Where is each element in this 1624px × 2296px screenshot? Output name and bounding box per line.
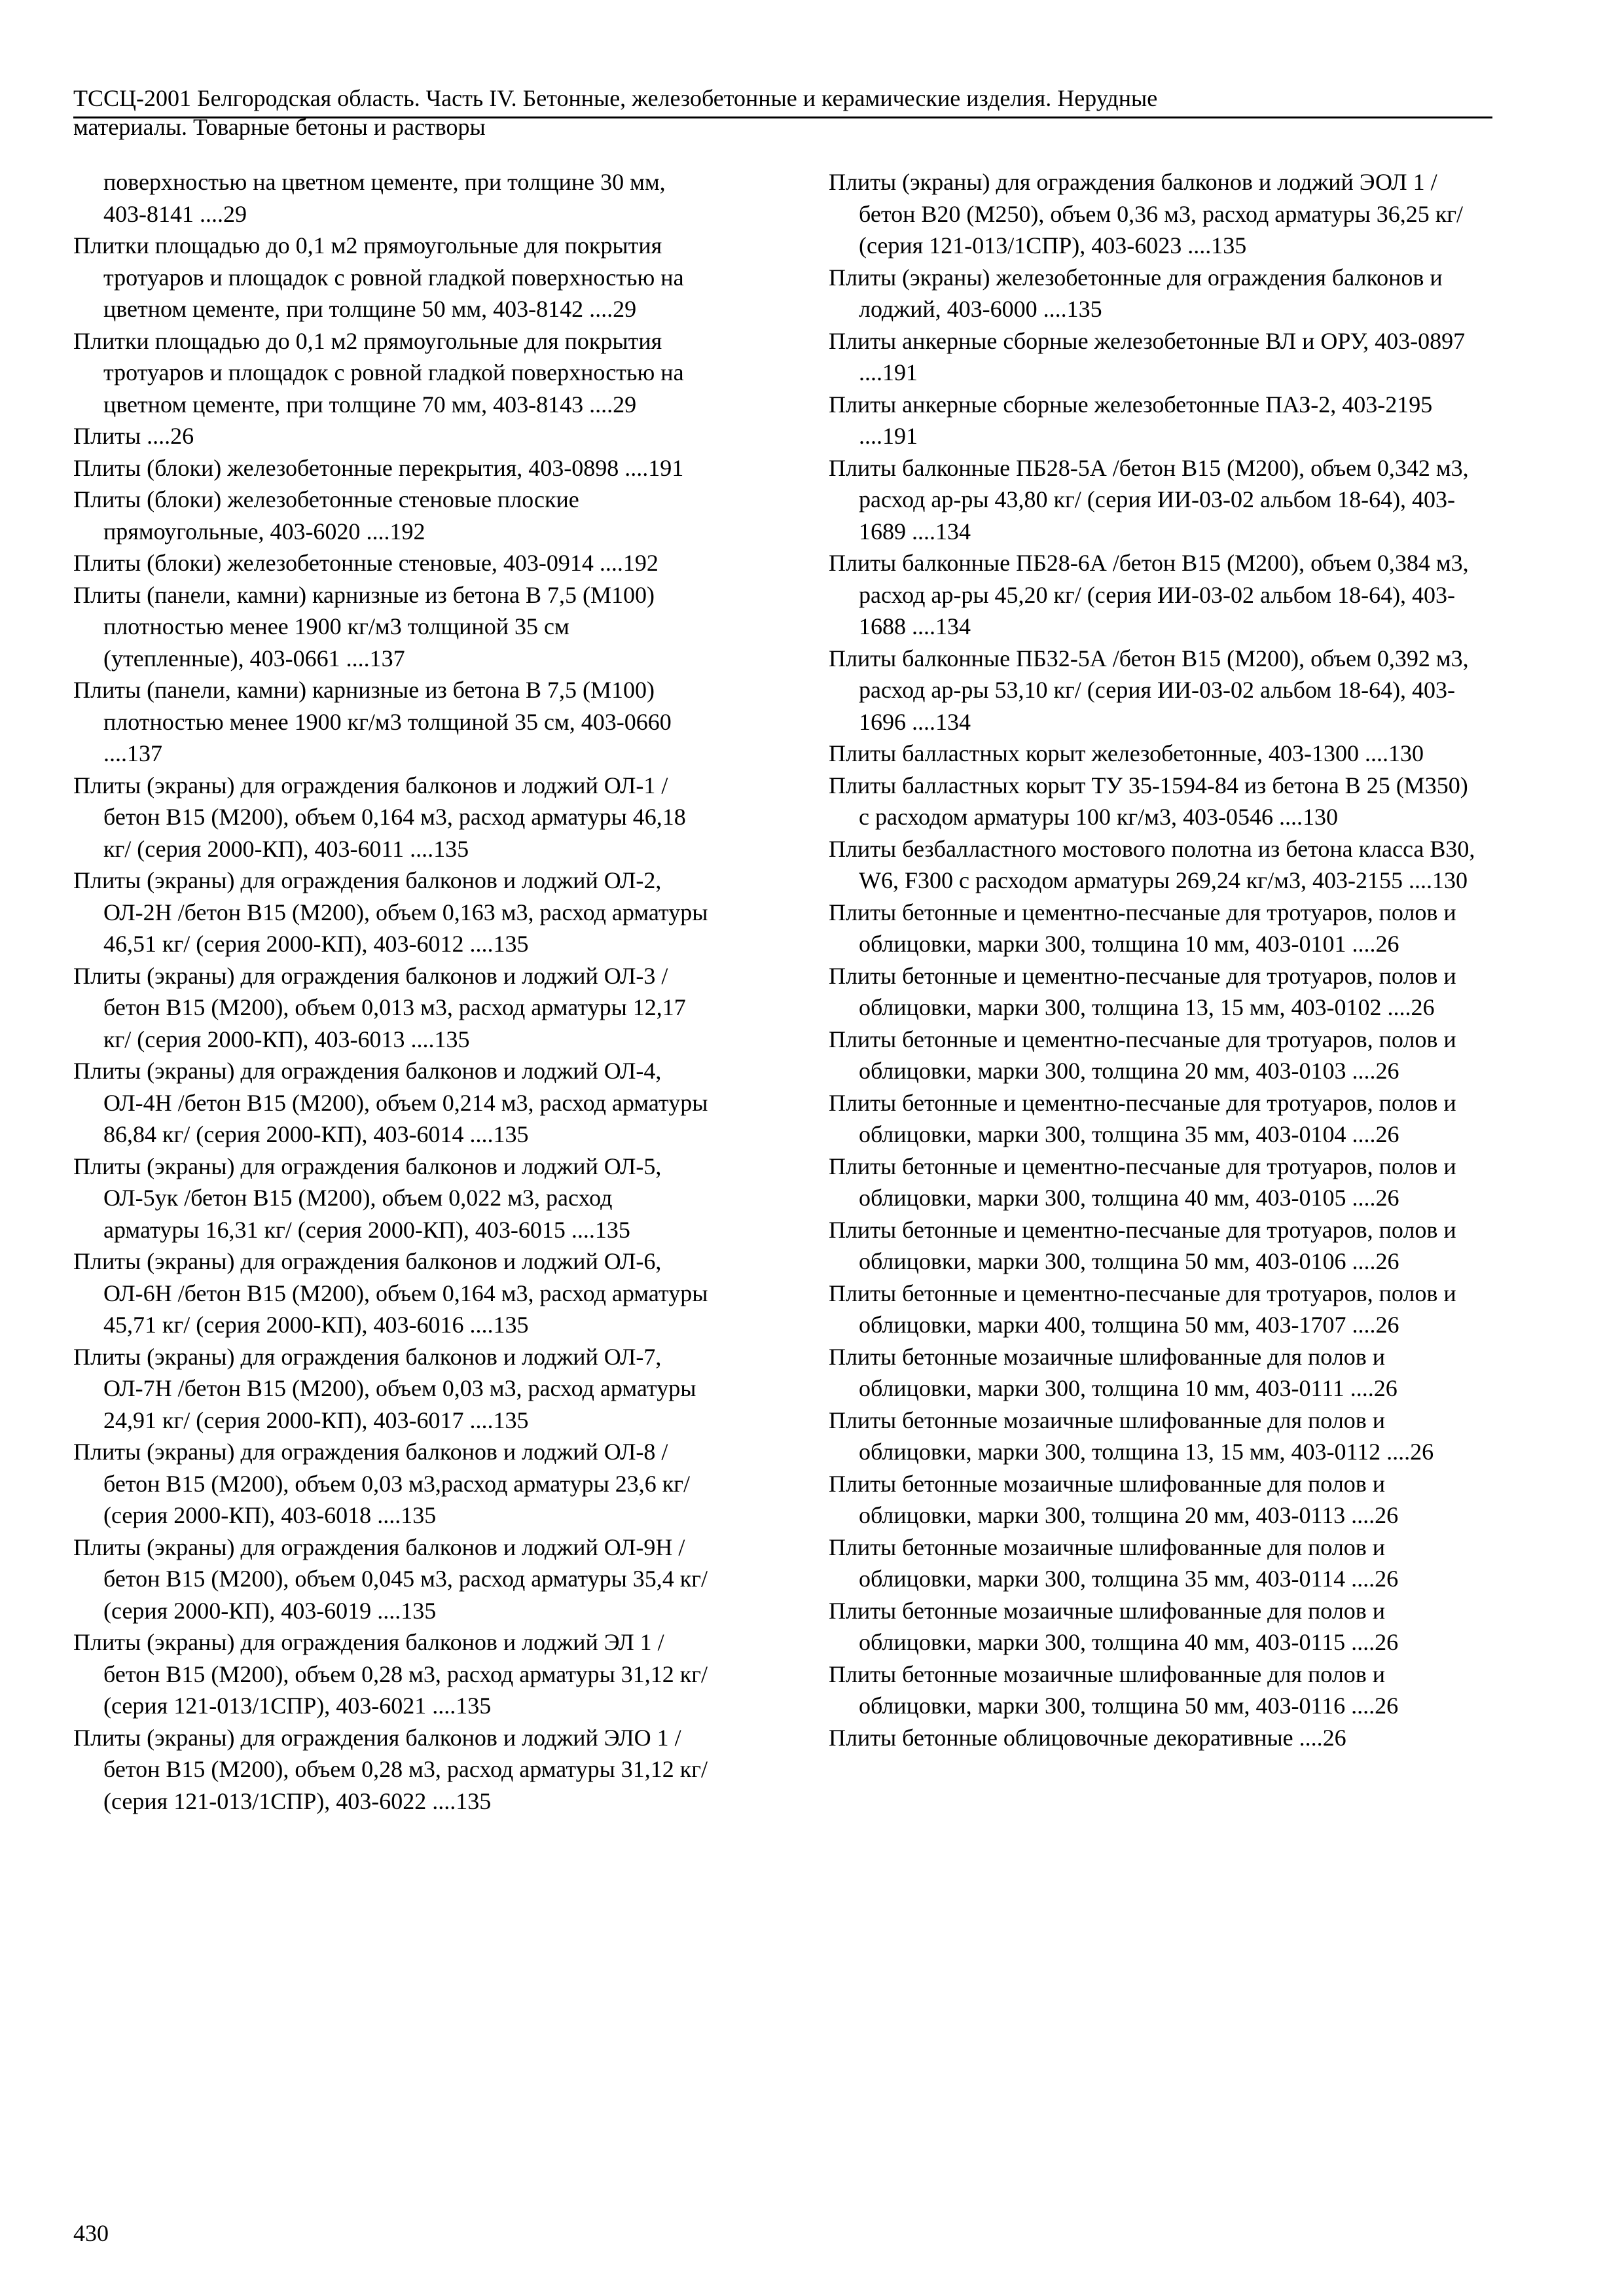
index-entry-page: 135 xyxy=(594,1216,630,1243)
index-entry-page: 191 xyxy=(882,423,918,449)
index-entry xyxy=(73,1722,708,1818)
index-entry-text: Плитки площадью до 0,1 м2 прямоугольные для покрытия тротуаров и площадок с ровной гладкой поверхностью на цветном цементе, при толщине 70 мм, 403-8143 xyxy=(73,327,684,418)
index-entry-text: Плиты бетонные и цементно-песчаные для тротуаров, полов и облицовки, марки 300, толщина 20 мм, 403-0103 xyxy=(829,1026,1456,1084)
index-entry-text: Плиты (экраны) для ограждения балконов и лоджий ОЛ-1 /бетон В15 (М200), объем 0,164 м3, расход арматуры 46,18 кг/ (серия 2000-КП), 403-6011 xyxy=(73,772,686,862)
index-entry-page: 26 xyxy=(1375,1312,1399,1338)
index-entry-text: Плиты балконные ПБ32-5А /бетон В15 (М200), объем 0,392 м3, расход ар-ры 53,10 кг/ (серия ИИ-03-02 альбом 18-64), 403-1696 xyxy=(829,645,1469,735)
index-entry xyxy=(829,452,1483,548)
index-entry xyxy=(829,770,1483,833)
index-entry-page: 130 xyxy=(1388,740,1424,766)
index-entry-page: 135 xyxy=(433,835,469,862)
index-entry-text: Плиты бетонные мозаичные шлифованные для полов и облицовки, марки 300, толщина 20 мм, 403-0113 xyxy=(829,1470,1386,1528)
index-entry-text: Плиты (экраны) для ограждения балконов и лоджий ОЛ-5, ОЛ-5ук /бетон В15 (М200), объем 0,022 м3, расход арматуры 16,31 кг/ (серия 2000-КП), 403-6015 xyxy=(73,1153,662,1243)
dot-leader: .... xyxy=(426,1787,456,1814)
index-entry-text: Плиты бетонные мозаичные шлифованные для полов и облицовки, марки 300, толщина 13, 15 мм, 403-0112 xyxy=(829,1407,1386,1465)
dot-leader: .... xyxy=(1182,232,1212,259)
index-entry-text: Плиты (блоки) железобетонные стеновые плоские прямоугольные, 403-6020 xyxy=(73,486,579,545)
index-entry xyxy=(73,1246,708,1341)
index-entry-page: 192 xyxy=(389,518,425,545)
index-entry-page: 26 xyxy=(1375,1185,1399,1211)
dot-leader: .... xyxy=(1345,1566,1375,1592)
index-entry-page: 26 xyxy=(1375,1058,1399,1084)
index-entry-text: Плиты (экраны) железобетонные для ограждения балконов и лоджий, 403-6000 xyxy=(829,264,1443,322)
index-entry-page: 134 xyxy=(935,518,971,545)
index-entry-page: 29 xyxy=(613,391,637,418)
dot-leader: .... xyxy=(565,1216,595,1243)
dot-leader: .... xyxy=(103,740,127,766)
index-column-left xyxy=(73,166,708,1817)
dot-leader: .... xyxy=(1037,296,1067,322)
index-column-right xyxy=(829,166,1483,1753)
index-entry xyxy=(829,1278,1483,1341)
dot-leader: .... xyxy=(371,1502,401,1528)
index-entry-text: Плитки площадью до 0,1 м2 прямоугольные для покрытия тротуаров и площадок с ровной гладкой поверхностью на цветном цементе, при толщине 50 мм, 403-8142 xyxy=(73,232,684,322)
index-entry-page: 135 xyxy=(493,1121,529,1147)
index-entry-page: 130 xyxy=(1432,867,1468,893)
dot-leader: .... xyxy=(906,518,935,545)
index-entry xyxy=(829,166,1483,262)
index-entry-page: 191 xyxy=(648,454,684,481)
index-entry-text: Плиты бетонные и цементно-песчаные для тротуаров, полов и облицовки, марки 300, толщина 13, 15 мм, 403-0102 xyxy=(829,962,1456,1020)
dot-leader: .... xyxy=(463,1121,494,1147)
index-entry-page: 26 xyxy=(170,423,194,449)
index-entry-page: 26 xyxy=(1410,1439,1434,1465)
index-entry-page: 135 xyxy=(1211,232,1247,259)
index-entry xyxy=(829,1405,1483,1468)
index-entry xyxy=(73,960,708,1056)
dot-leader: .... xyxy=(1272,804,1303,830)
index-entry-text: Плиты (экраны) для ограждения балконов и лоджий ЭОЛ 1 /бетон В20 (М250), объем 0,36 м3, расход арматуры 36,25 кг/ (серия 121-013/1СПР), 403-6023 xyxy=(829,169,1464,259)
index-entry xyxy=(73,420,708,452)
dot-leader: .... xyxy=(1381,994,1411,1020)
dot-leader: .... xyxy=(1344,1375,1374,1401)
index-entry-page: 130 xyxy=(1302,804,1338,830)
index-entry-page: 135 xyxy=(493,931,529,957)
index-entry-text: Плиты анкерные сборные железобетонные ПАЗ-2, 403-2195 xyxy=(829,391,1433,418)
header-line-2: материалы. Товарные бетоны и растворы xyxy=(73,114,486,140)
dot-leader: .... xyxy=(404,835,434,862)
index-entry-text: Плиты бетонные и цементно-песчаные для тротуаров, полов и облицовки, марки 300, толщина 40 мм, 403-0105 xyxy=(829,1153,1456,1211)
index-entry-text: Плиты (экраны) для ограждения балконов и лоджий ОЛ-4, ОЛ-4Н /бетон В15 (М200), объем 0,214 м3, расход арматуры 86,84 кг/ (серия 2000-КП), 403-6014 xyxy=(73,1058,708,1147)
dot-leader: .... xyxy=(1346,1058,1376,1084)
index-entry-page: 135 xyxy=(434,1026,470,1052)
index-entry xyxy=(829,1214,1483,1278)
index-entry xyxy=(73,452,708,484)
dot-leader: .... xyxy=(371,1597,401,1624)
index-entry xyxy=(829,1468,1483,1532)
index-entry xyxy=(829,833,1483,897)
index-entry-text: Плиты (экраны) для ограждения балконов и лоджий ОЛ-6, ОЛ-6Н /бетон В15 (М200), объем 0,164 м3, расход арматуры 45,71 кг/ (серия 2000-КП), 403-6016 xyxy=(73,1248,708,1338)
index-entry xyxy=(73,579,708,675)
index-entry-text: Плиты (блоки) железобетонные перекрытия, 403-0898 xyxy=(73,454,619,481)
index-entry-page: 26 xyxy=(1373,1375,1398,1401)
index-entry xyxy=(829,1341,1483,1405)
index-entry-text: Плиты балластных корыт железобетонные, 403-1300 xyxy=(829,740,1359,766)
index-entry-page: 134 xyxy=(935,708,971,735)
dot-leader: .... xyxy=(340,645,370,672)
index-entry-page: 192 xyxy=(623,550,659,576)
index-entry xyxy=(829,389,1483,452)
index-entry xyxy=(73,1626,708,1722)
index-entry-text: Плиты (панели, камни) карнизные из бетона В 7,5 (М100) плотностью менее 1900 кг/м3 толщиной 35 см (утепленные), 403-0661 xyxy=(73,581,655,672)
index-entry-page: 26 xyxy=(1375,1248,1399,1274)
index-entry-text: Плиты (блоки) железобетонные стеновые, 403-0914 xyxy=(73,550,594,576)
index-entry-text: Плиты бетонные и цементно-песчаные для тротуаров, полов и облицовки, марки 300, толщина 50 мм, 403-0106 xyxy=(829,1216,1456,1274)
dot-leader: .... xyxy=(1346,1185,1376,1211)
dot-leader: .... xyxy=(1346,1248,1376,1274)
header-rule xyxy=(73,117,1492,118)
index-entry xyxy=(73,1151,708,1246)
index-entry-page: 29 xyxy=(223,200,247,227)
dot-leader: .... xyxy=(906,613,935,639)
index-entry xyxy=(829,960,1483,1024)
index-entry-page: 191 xyxy=(882,359,918,386)
dot-leader: .... xyxy=(194,200,223,227)
index-entry-page: 26 xyxy=(1375,1629,1399,1655)
dot-leader: .... xyxy=(463,931,494,957)
index-entry xyxy=(73,325,708,421)
index-entry-text: Плиты xyxy=(73,423,141,449)
dot-leader: .... xyxy=(141,423,171,449)
index-entry-text: поверхностью на цветном цементе, при толщине 30 мм, 403-8141 xyxy=(103,169,666,227)
index-entry-page: 26 xyxy=(1375,931,1399,957)
dot-leader: .... xyxy=(1380,1439,1411,1465)
dot-leader: .... xyxy=(619,454,649,481)
index-entry-page: 135 xyxy=(401,1597,437,1624)
index-entry-text: Плиты бетонные мозаичные шлифованные для полов и облицовки, марки 300, толщина 40 мм, 403-0115 xyxy=(829,1597,1386,1655)
index-entry xyxy=(73,770,708,865)
index-entry-page: 135 xyxy=(493,1407,529,1433)
index-entry-page: 137 xyxy=(127,740,162,766)
index-entry xyxy=(73,674,708,770)
dot-leader: .... xyxy=(1358,740,1388,766)
index-entry xyxy=(73,166,708,230)
index-entry-page: 135 xyxy=(493,1312,529,1338)
dot-leader: .... xyxy=(583,296,613,322)
index-entry-page: 137 xyxy=(369,645,405,672)
index-entry-text: Плиты анкерные сборные железобетонные ВЛ и ОРУ, 403-0897 xyxy=(829,327,1466,354)
index-entry xyxy=(73,547,708,579)
header-line-1: ТССЦ-2001 Белгородская область. Часть IV. Бетонные, железобетонные и керамические изделия. Нерудные xyxy=(73,85,1158,111)
index-entry-page: 135 xyxy=(456,1693,492,1719)
index-entry xyxy=(829,325,1483,389)
dot-leader: .... xyxy=(463,1312,494,1338)
dot-leader: .... xyxy=(1346,1312,1376,1338)
index-entry-text: Плиты бетонные и цементно-песчаные для тротуаров, полов и облицовки, марки 300, толщина 10 мм, 403-0101 xyxy=(829,899,1456,957)
index-entry xyxy=(829,547,1483,643)
index-entry-text: Плиты балконные ПБ28-6А /бетон В15 (М200), объем 0,384 м3, расход ар-ры 45,20 кг/ (серия ИИ-03-02 альбом 18-64), 403-1688 xyxy=(829,550,1469,639)
dot-leader: .... xyxy=(906,708,935,735)
index-entry xyxy=(73,1436,708,1532)
dot-leader: .... xyxy=(1346,1121,1376,1147)
index-entry-text: Плиты бетонные и цементно-песчаные для тротуаров, полов и облицовки, марки 400, толщина 50 мм, 403-1707 xyxy=(829,1280,1456,1338)
index-entry xyxy=(73,1341,708,1437)
index-entry-page: 26 xyxy=(1375,1502,1399,1528)
index-entry-text: Плиты (экраны) для ограждения балконов и лоджий ЭЛО 1 /бетон В15 (М200), объем 0,28 м3, расход арматуры 31,12 кг/ (серия 121-013/1СПР), 403-6022 xyxy=(73,1724,708,1814)
dot-leader: .... xyxy=(1345,1693,1375,1719)
index-entry-page: 26 xyxy=(1375,1693,1399,1719)
dot-leader: .... xyxy=(583,391,613,418)
index-entry xyxy=(829,1024,1483,1087)
index-entry-text: Плиты бетонные мозаичные шлифованные для полов и облицовки, марки 300, толщина 35 мм, 403-0114 xyxy=(829,1534,1386,1592)
index-entry xyxy=(73,230,708,325)
index-entry-text: Плиты бетонные мозаичные шлифованные для полов и облицовки, марки 300, толщина 50 мм, 403-0116 xyxy=(829,1660,1386,1719)
dot-leader: .... xyxy=(593,550,623,576)
index-entry xyxy=(829,1087,1483,1151)
dot-leader: .... xyxy=(859,359,882,386)
index-entry-text: Плиты (панели, камни) карнизные из бетона В 7,5 (М100) плотностью менее 1900 кг/м3 толщиной 35 см, 403-0660 xyxy=(73,677,672,735)
index-entry-text: Плиты (экраны) для ограждения балконов и лоджий ОЛ-9Н /бетон В15 (М200), объем 0,045 м3, расход арматуры 35,4 кг/ (серия 2000-КП), 403-6019 xyxy=(73,1534,708,1624)
index-entry-text: Плиты (экраны) для ограждения балконов и лоджий ОЛ-2, ОЛ-2Н /бетон В15 (М200), объем 0,163 м3, расход арматуры 46,51 кг/ (серия 2000-КП), 403-6012 xyxy=(73,867,708,957)
index-entry xyxy=(829,1659,1483,1722)
index-entry-page: 29 xyxy=(613,296,637,322)
dot-leader: .... xyxy=(1293,1724,1323,1751)
index-entry xyxy=(829,897,1483,960)
index-entry xyxy=(73,1055,708,1151)
dot-leader: .... xyxy=(360,518,390,545)
dot-leader: .... xyxy=(426,1693,456,1719)
index-entry-text: Плиты (экраны) для ограждения балконов и лоджий ЭЛ 1 /бетон В15 (М200), объем 0,28 м3, расход арматуры 31,12 кг/ (серия 121-013/1СПР), 403-6021 xyxy=(73,1629,708,1719)
dot-leader: .... xyxy=(1346,931,1376,957)
index-entry-page: 26 xyxy=(1322,1724,1346,1751)
dot-leader: .... xyxy=(1345,1502,1375,1528)
dot-leader: .... xyxy=(859,423,882,449)
index-entry-text: Плиты безбалластного мостового полотна из бетона класса В30, W6, F300 с расходом арматуры 269,24 кг/м3, 403-2155 xyxy=(829,835,1475,893)
index-entry xyxy=(73,865,708,960)
dot-leader: .... xyxy=(405,1026,435,1052)
dot-leader: .... xyxy=(463,1407,494,1433)
dot-leader: .... xyxy=(1345,1629,1375,1655)
dot-leader: .... xyxy=(1402,867,1432,893)
index-entry-text: Плиты бетонные мозаичные шлифованные для полов и облицовки, марки 300, толщина 10 мм, 403-0111 xyxy=(829,1343,1386,1401)
page-number: 430 xyxy=(73,2220,109,2246)
index-entry xyxy=(829,738,1483,770)
index-entry-text: Плиты балластных корыт ТУ 35-1594-84 из бетона В 25 (М350) с расходом арматуры 100 кг/м3, 403-0546 xyxy=(829,772,1468,830)
index-entry-text: Плиты (экраны) для ограждения балконов и лоджий ОЛ-8 /бетон В15 (М200), объем 0,03 м3,расход арматуры 23,6 кг/ (серия 2000-КП), 403-6018 xyxy=(73,1439,691,1528)
index-entry-text: Плиты бетонные облицовочные декоративные xyxy=(829,1724,1293,1751)
index-entry-page: 26 xyxy=(1375,1121,1399,1147)
index-entry-page: 135 xyxy=(1066,296,1102,322)
index-entry-page: 134 xyxy=(935,613,971,639)
page-header xyxy=(73,84,1492,141)
index-entry xyxy=(73,1532,708,1627)
index-entry-text: Плиты (экраны) для ограждения балконов и лоджий ОЛ-3 /бетон В15 (М200), объем 0,013 м3, расход арматуры 12,17 кг/ (серия 2000-КП), 403-6013 xyxy=(73,962,686,1052)
index-entry-page: 135 xyxy=(456,1787,492,1814)
index-entry xyxy=(829,1722,1483,1754)
index-entry-page: 26 xyxy=(1375,1566,1399,1592)
index-entry-page: 26 xyxy=(1411,994,1435,1020)
index-entry xyxy=(73,484,708,547)
index-entry xyxy=(829,262,1483,325)
index-entry xyxy=(829,1532,1483,1595)
index-entry xyxy=(829,1151,1483,1214)
index-entry xyxy=(829,1595,1483,1659)
index-entry-page: 135 xyxy=(401,1502,437,1528)
index-entry xyxy=(829,643,1483,738)
index-entry-text: Плиты бетонные и цементно-песчаные для тротуаров, полов и облицовки, марки 300, толщина 35 мм, 403-0104 xyxy=(829,1089,1456,1147)
index-entry-text: Плиты (экраны) для ограждения балконов и лоджий ОЛ-7, ОЛ-7Н /бетон В15 (М200), объем 0,03 м3, расход арматуры 24,91 кг/ (серия 2000-КП), 403-6017 xyxy=(73,1343,696,1433)
index-entry-text: Плиты балконные ПБ28-5А /бетон В15 (М200), объем 0,342 м3, расход ар-ры 43,80 кг/ (серия ИИ-03-02 альбом 18-64), 403-1689 xyxy=(829,454,1469,545)
